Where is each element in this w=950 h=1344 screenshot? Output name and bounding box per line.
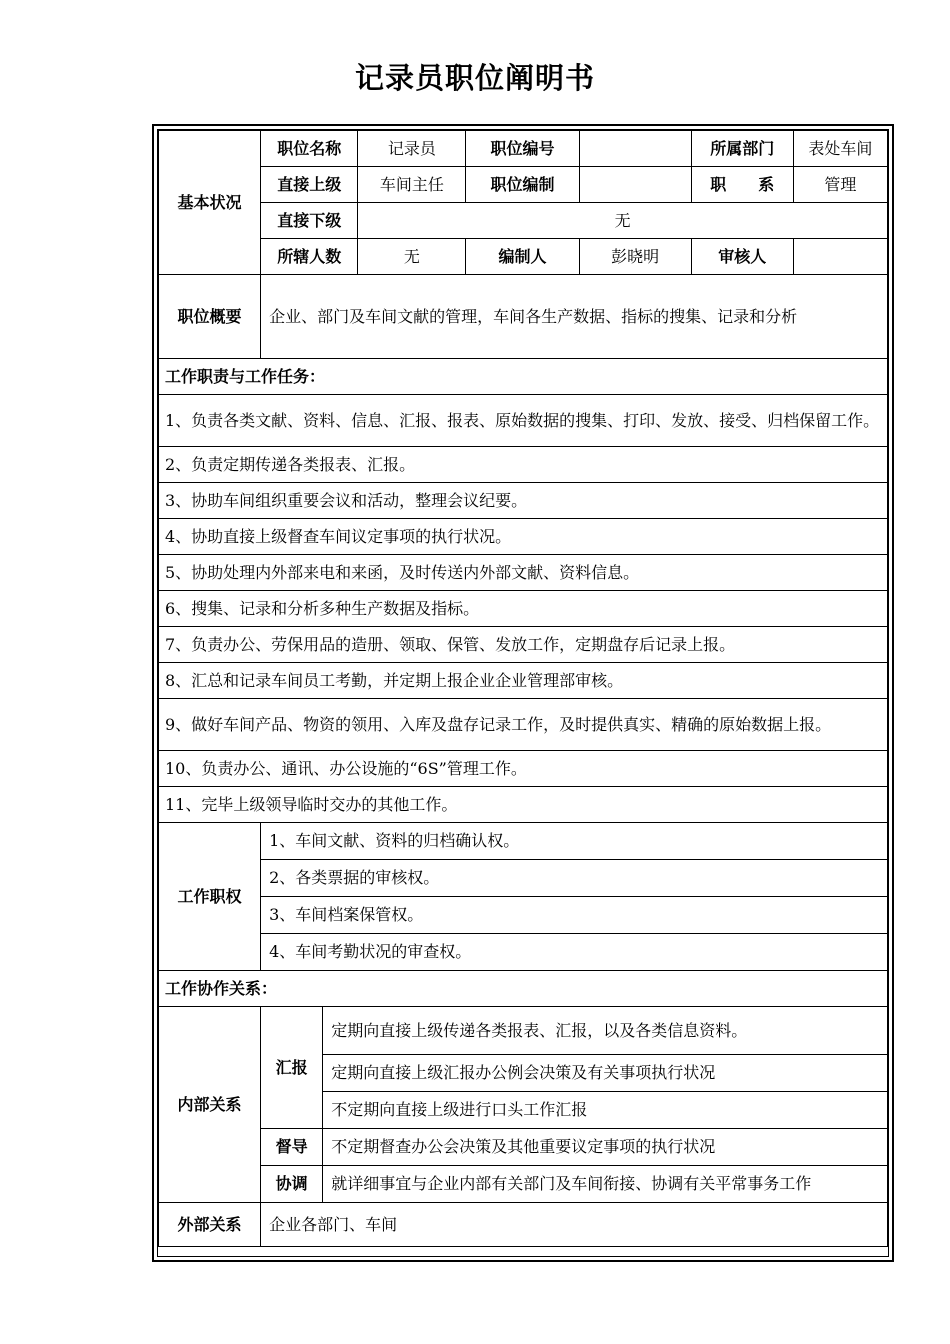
- author-value: 彭晓明: [579, 239, 691, 275]
- position-name-label: 职位名称: [261, 131, 358, 167]
- duty-item: 10、负责办公、通讯、办公设施的“6S”管理工作。: [159, 751, 888, 787]
- headcount-value: 无: [358, 239, 466, 275]
- authority-item: 2、各类票据的审核权。: [261, 860, 888, 897]
- direct-subordinate-label: 直接下级: [261, 203, 358, 239]
- authority-item: 1、车间文献、资料的归档确认权。: [261, 823, 888, 860]
- duty-item: 8、汇总和记录车间员工考勤，并定期上报企业企业管理部审核。: [159, 663, 888, 699]
- position-code-label: 职位编号: [466, 131, 579, 167]
- internal-relations-label: 内部关系: [159, 1007, 261, 1203]
- supervise-text: 不定期督查办公会决策及其他重要议定事项的执行状况: [323, 1129, 888, 1166]
- direct-superior-value: 车间主任: [358, 167, 466, 203]
- coordinate-text: 就详细事宜与企业内部有关部门及车间衔接、协调有关平常事务工作: [323, 1166, 888, 1203]
- authority-item: 4、车间考勤状况的审查权。: [261, 934, 888, 971]
- document-title: 记录员职位阐明书: [354, 61, 595, 95]
- relations-heading: 工作协作关系：: [159, 971, 888, 1007]
- supervise-label: 督导: [261, 1129, 323, 1166]
- duty-item: 7、负责办公、劳保用品的造册、领取、保管、发放工作，定期盘存后记录上报。: [159, 627, 888, 663]
- position-code-value: [579, 131, 691, 167]
- duty-item: 4、协助直接上级督查车间议定事项的执行状况。: [159, 519, 888, 555]
- authority-label: 工作职权: [159, 823, 261, 971]
- duties-heading: 工作职责与工作任务：: [159, 359, 888, 395]
- report-item: 定期向直接上级传递各类报表、汇报，以及各类信息资料。: [323, 1007, 888, 1055]
- report-item: 不定期向直接上级进行口头工作汇报: [323, 1092, 888, 1129]
- job-series-label: 职 系: [691, 167, 793, 203]
- basic-section-label: 基本状况: [159, 131, 261, 275]
- duty-item: 6、搜集、记录和分析多种生产数据及指标。: [159, 591, 888, 627]
- form-table: [158, 130, 888, 1247]
- duty-item: 1、负责各类文献、资料、信息、汇报、报表、原始数据的搜集、打印、发放、接受、归档保留工作。: [159, 395, 888, 447]
- duty-item: 9、做好车间产品、物资的领用、入库及盘存记录工作，及时提供真实、精确的原始数据上报。: [159, 699, 888, 751]
- department-label: 所属部门: [691, 131, 793, 167]
- author-label: 编制人: [466, 239, 579, 275]
- authority-item: 3、车间档案保管权。: [261, 897, 888, 934]
- duty-item: 5、协助处理内外部来电和来函，及时传送内外部文献、资料信息。: [159, 555, 888, 591]
- external-relations-label: 外部关系: [159, 1203, 261, 1247]
- position-name-value: 记录员: [358, 131, 466, 167]
- report-label: 汇报: [261, 1007, 323, 1129]
- direct-subordinate-value: 无: [358, 203, 888, 239]
- duty-item: 11、完毕上级领导临时交办的其他工作。: [159, 787, 888, 823]
- headcount-label: 所辖人数: [261, 239, 358, 275]
- job-series-value: 管理: [793, 167, 887, 203]
- summary-label: 职位概要: [159, 275, 261, 359]
- staffing-value: [579, 167, 691, 203]
- position-description-form: [152, 124, 894, 1262]
- duty-item: 3、协助车间组织重要会议和活动，整理会议纪要。: [159, 483, 888, 519]
- department-value: 表处车间: [793, 131, 887, 167]
- staffing-label: 职位编制: [466, 167, 579, 203]
- coordinate-label: 协调: [261, 1166, 323, 1203]
- reviewer-value: [793, 239, 887, 275]
- external-relations-text: 企业各部门、车间: [261, 1203, 888, 1247]
- report-item: 定期向直接上级汇报办公例会决策及有关事项执行状况: [323, 1055, 888, 1092]
- summary-text: 企业、部门及车间文献的管理，车间各生产数据、指标的搜集、记录和分析: [261, 275, 888, 359]
- reviewer-label: 审核人: [691, 239, 793, 275]
- direct-superior-label: 直接上级: [261, 167, 358, 203]
- duty-item: 2、负责定期传递各类报表、汇报。: [159, 447, 888, 483]
